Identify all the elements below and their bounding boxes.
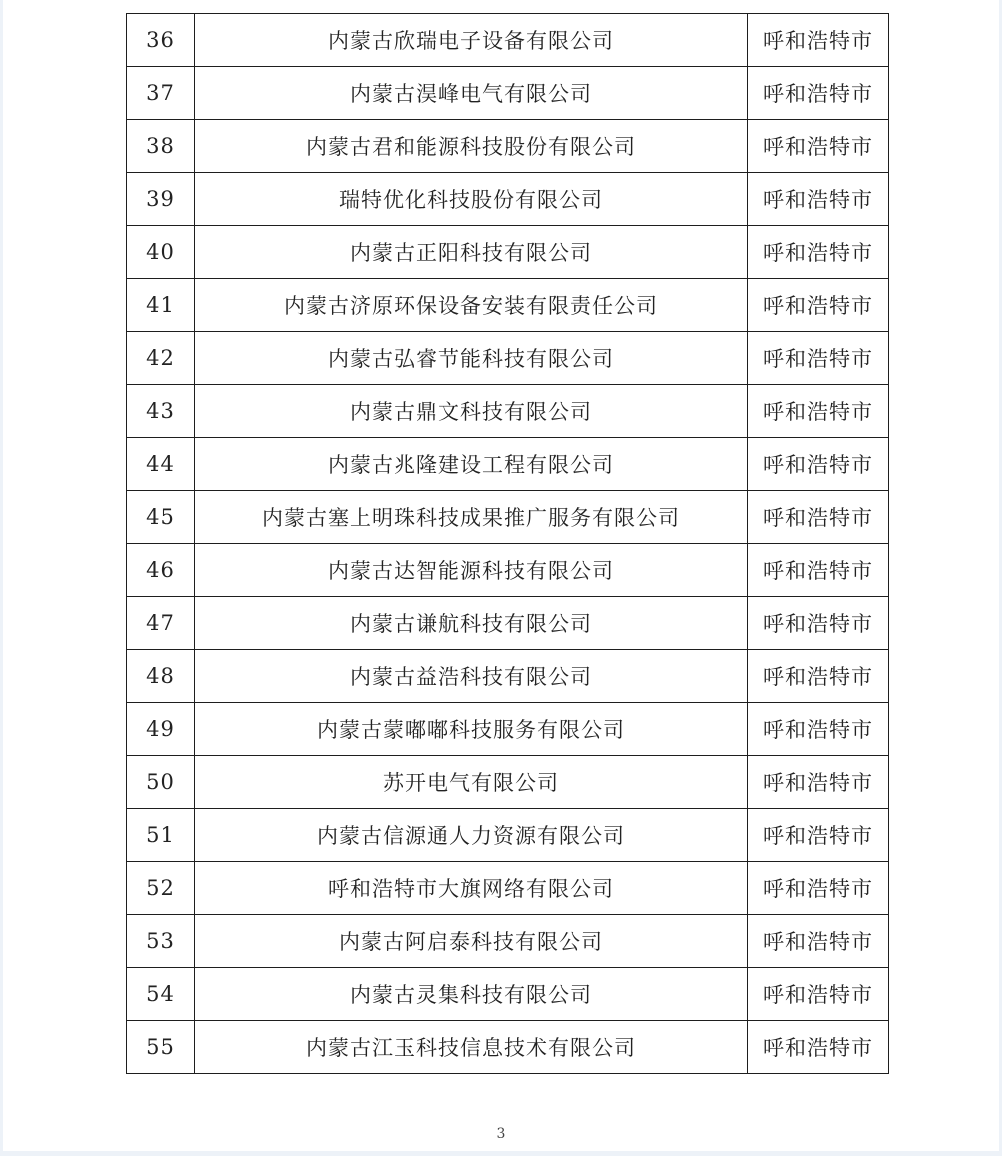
company-name: 内蒙古蒙嘟嘟科技服务有限公司 [195, 703, 748, 756]
row-number: 44 [127, 438, 195, 491]
row-number: 42 [127, 332, 195, 385]
city: 呼和浩特市 [748, 120, 889, 173]
table-row [127, 438, 889, 491]
city: 呼和浩特市 [748, 173, 889, 226]
company-name: 内蒙古达智能源科技有限公司 [195, 544, 748, 597]
table-row [127, 756, 889, 809]
table-row [127, 544, 889, 597]
row-number: 49 [127, 703, 195, 756]
row-number: 48 [127, 650, 195, 703]
row-number: 46 [127, 544, 195, 597]
row-number: 45 [127, 491, 195, 544]
row-number: 52 [127, 862, 195, 915]
company-name: 内蒙古济原环保设备安装有限责任公司 [195, 279, 748, 332]
table-row [127, 491, 889, 544]
city: 呼和浩特市 [748, 14, 889, 67]
company-name: 内蒙古兆隆建设工程有限公司 [195, 438, 748, 491]
row-number: 43 [127, 385, 195, 438]
table-row [127, 120, 889, 173]
city: 呼和浩特市 [748, 332, 889, 385]
city: 呼和浩特市 [748, 756, 889, 809]
company-name: 内蒙古益浩科技有限公司 [195, 650, 748, 703]
company-name: 内蒙古淏峰电气有限公司 [195, 67, 748, 120]
table-row [127, 915, 889, 968]
row-number: 53 [127, 915, 195, 968]
table-row [127, 862, 889, 915]
company-table [126, 13, 889, 1074]
table-row [127, 809, 889, 862]
city: 呼和浩特市 [748, 544, 889, 597]
company-name: 苏开电气有限公司 [195, 756, 748, 809]
company-name: 内蒙古欣瑞电子设备有限公司 [195, 14, 748, 67]
table-row [127, 332, 889, 385]
row-number: 40 [127, 226, 195, 279]
table-row [127, 703, 889, 756]
table-row [127, 1021, 889, 1074]
company-name: 内蒙古塞上明珠科技成果推广服务有限公司 [195, 491, 748, 544]
table-row [127, 14, 889, 67]
row-number: 36 [127, 14, 195, 67]
table-row [127, 597, 889, 650]
city: 呼和浩特市 [748, 385, 889, 438]
company-name: 内蒙古江玉科技信息技术有限公司 [195, 1021, 748, 1074]
city: 呼和浩特市 [748, 809, 889, 862]
row-number: 37 [127, 67, 195, 120]
city: 呼和浩特市 [748, 862, 889, 915]
city: 呼和浩特市 [748, 226, 889, 279]
city: 呼和浩特市 [748, 279, 889, 332]
row-number: 38 [127, 120, 195, 173]
table-row [127, 226, 889, 279]
table-row [127, 650, 889, 703]
city: 呼和浩特市 [748, 67, 889, 120]
city: 呼和浩特市 [748, 703, 889, 756]
row-number: 41 [127, 279, 195, 332]
row-number: 39 [127, 173, 195, 226]
city: 呼和浩特市 [748, 915, 889, 968]
city: 呼和浩特市 [748, 968, 889, 1021]
company-name: 内蒙古信源通人力资源有限公司 [195, 809, 748, 862]
table-row [127, 279, 889, 332]
city: 呼和浩特市 [748, 597, 889, 650]
city: 呼和浩特市 [748, 438, 889, 491]
company-name: 瑞特优化科技股份有限公司 [195, 173, 748, 226]
company-name: 内蒙古鼎文科技有限公司 [195, 385, 748, 438]
table-row [127, 67, 889, 120]
table-row [127, 385, 889, 438]
company-name: 呼和浩特市大旗网络有限公司 [195, 862, 748, 915]
company-name: 内蒙古正阳科技有限公司 [195, 226, 748, 279]
row-number: 51 [127, 809, 195, 862]
company-name: 内蒙古弘睿节能科技有限公司 [195, 332, 748, 385]
company-name: 内蒙古灵集科技有限公司 [195, 968, 748, 1021]
city: 呼和浩特市 [748, 1021, 889, 1074]
company-name: 内蒙古阿启泰科技有限公司 [195, 915, 748, 968]
row-number: 47 [127, 597, 195, 650]
row-number: 55 [127, 1021, 195, 1074]
document-page [3, 0, 999, 1151]
table-row [127, 173, 889, 226]
company-name: 内蒙古谦航科技有限公司 [195, 597, 748, 650]
city: 呼和浩特市 [748, 491, 889, 544]
table-row [127, 968, 889, 1021]
page-number: 3 [496, 1126, 506, 1142]
city: 呼和浩特市 [748, 650, 889, 703]
company-name: 内蒙古君和能源科技股份有限公司 [195, 120, 748, 173]
row-number: 50 [127, 756, 195, 809]
row-number: 54 [127, 968, 195, 1021]
